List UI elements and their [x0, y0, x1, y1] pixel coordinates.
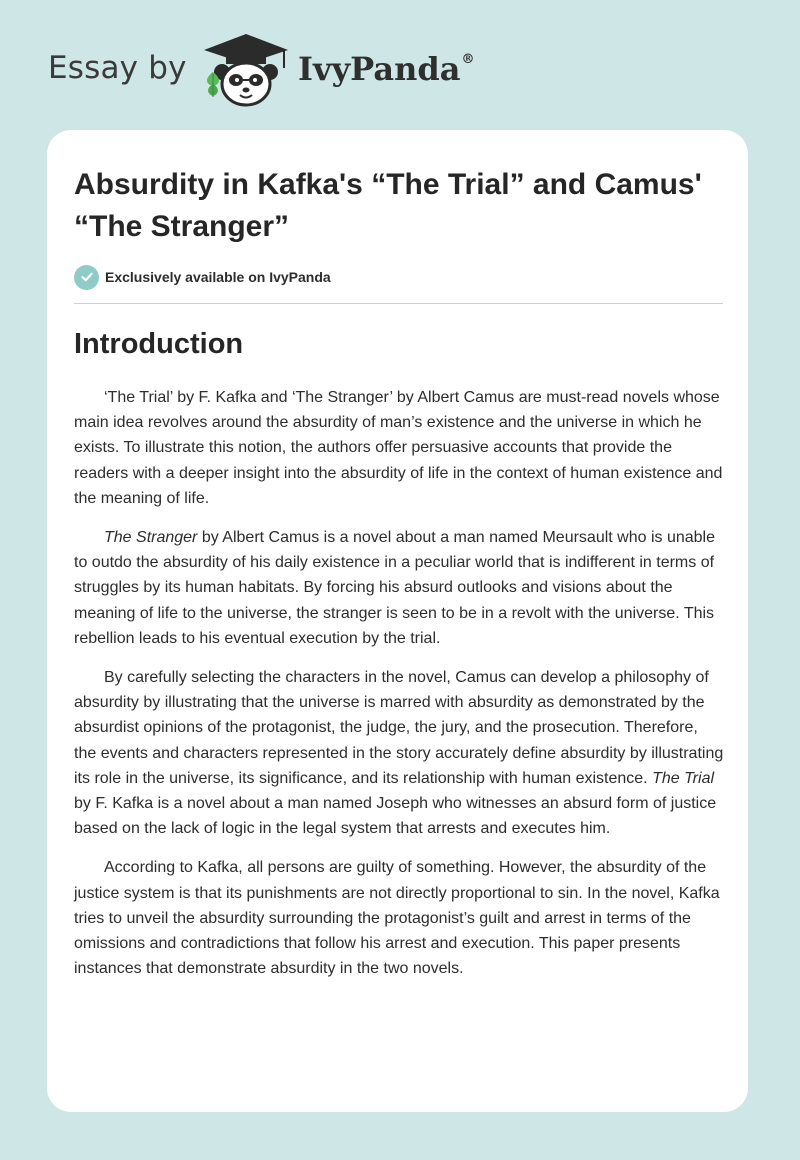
exclusive-badge [74, 264, 331, 290]
essay-body [74, 385, 724, 995]
paragraph [74, 525, 724, 651]
essay-by-label: Essay by [48, 50, 187, 86]
paragraph [74, 385, 724, 511]
check-circle-icon [74, 265, 99, 290]
ivy-leaf-icon [203, 70, 223, 103]
site-header [0, 0, 800, 130]
paragraph-text: By carefully selecting the characters in the novel, Camus can develop a philosophy of absurdity by illustrating that the universe is marred with absurdity as demonstrated by the absurdist opinions of the protagonist, the judge, the jury, and the prosecution. Therefore, the events and characters represented in the story accurately define absurdity by illustrating its role in the universe, its significance, and its relationship with human existence. [74, 669, 724, 787]
divider [74, 303, 723, 304]
paragraph [74, 665, 724, 841]
book-title: The Trial [652, 769, 715, 787]
book-title: The Stranger [104, 529, 198, 547]
essay-title: Absurdity in Kafka's “The Trial” and Camus' “The Stranger” [74, 168, 702, 243]
paragraph [74, 855, 724, 981]
badge-label: Exclusively available on IvyPanda [105, 269, 331, 285]
paragraph-text: by F. Kafka is a novel about a man named Joseph who witnesses an absurd form of justice based on the lack of logic in the legal system that arrests and executes him. [74, 795, 717, 838]
paragraph-text: According to Kafka, all persons are guilty of something. However, the absurdity of the justice system is that its punishments are not directly proportional to sin. In the novel, Kafka tries to unveil the absurdity surrounding the protagonist’s guilt and arrest in terms of the omissions and contradictions that follow his arrest and execution. This paper presents instances that demonstrate absurdity in the two novels. [74, 859, 720, 978]
registered-mark: ® [461, 52, 475, 67]
essay-card [47, 130, 748, 1112]
paragraph-text: by Albert Camus is a novel about a man named Meursault who is unable to outdo the absurdity of his daily existence in a peculiar world that is indifferent in terms of struggles by its human habitats. By forcing his absurd outlooks and visions about the meaning of life to the universe, the stranger is seen to be in a revolt with the universe. This rebellion leads to his eventual execution by the trial. [74, 529, 716, 647]
brand-name[interactable]: IvyPanda® [298, 50, 475, 88]
paragraph-text: ‘The Trial’ by F. Kafka and ‘The Stranger’ by Albert Camus are must-read novels whose main idea revolves around the absurdity of man’s existence and the universe in which he exists. To illustrate this notion, the authors offer persuasive accounts that provide the readers with a deeper insight into the absurdity of life in the context of human existence and the meaning of life. [74, 389, 723, 507]
section-heading: Introduction [74, 328, 244, 360]
